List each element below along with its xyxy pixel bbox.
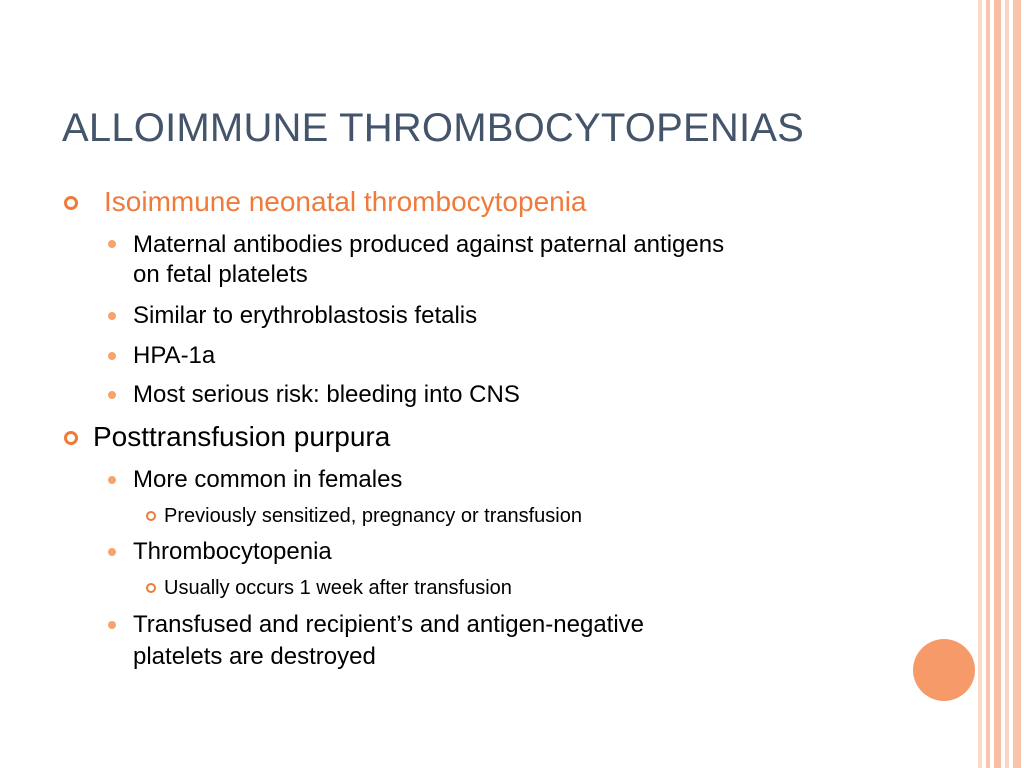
section-heading-posttransfusion: Posttransfusion purpura bbox=[93, 421, 391, 452]
decorative-stripes bbox=[978, 0, 1024, 768]
list-item: Maternal antibodies produced against paternal antigens bbox=[133, 231, 725, 258]
dot-bullet-icon bbox=[108, 476, 116, 484]
decorative-circle bbox=[913, 639, 975, 701]
list-item: Transfused and recipient’s and antigen-negative bbox=[133, 611, 645, 638]
dot-bullet-icon bbox=[108, 312, 116, 320]
sub-list-item: Previously sensitized, pregnancy or transfusion bbox=[164, 505, 582, 527]
list-item: HPA-1a bbox=[133, 342, 216, 369]
list-item: More common in females bbox=[133, 466, 403, 493]
dot-bullet-icon bbox=[108, 352, 116, 360]
ring-bullet-icon bbox=[146, 583, 156, 593]
list-item: Similar to erythroblastosis fetalis bbox=[133, 302, 478, 329]
ring-bullet-icon bbox=[64, 196, 78, 210]
dot-bullet-icon bbox=[108, 548, 116, 556]
sub-list-item: Usually occurs 1 week after transfusion bbox=[164, 577, 512, 599]
dot-bullet-icon bbox=[108, 391, 116, 399]
dot-bullet-icon bbox=[108, 621, 116, 629]
list-item: Thrombocytopenia bbox=[133, 538, 332, 565]
list-item-continuation: platelets are destroyed bbox=[133, 643, 376, 670]
ring-bullet-icon bbox=[64, 431, 78, 445]
dot-bullet-icon bbox=[108, 240, 116, 248]
list-item: Most serious risk: bleeding into CNS bbox=[133, 381, 520, 408]
ring-bullet-icon bbox=[146, 511, 156, 521]
section-heading-neonatal: Isoimmune neonatal thrombocytopenia bbox=[104, 186, 587, 217]
slide-title: ALLOIMMUNE THROMBOCYTOPENIAS bbox=[62, 106, 805, 150]
list-item-continuation: on fetal platelets bbox=[133, 261, 308, 288]
